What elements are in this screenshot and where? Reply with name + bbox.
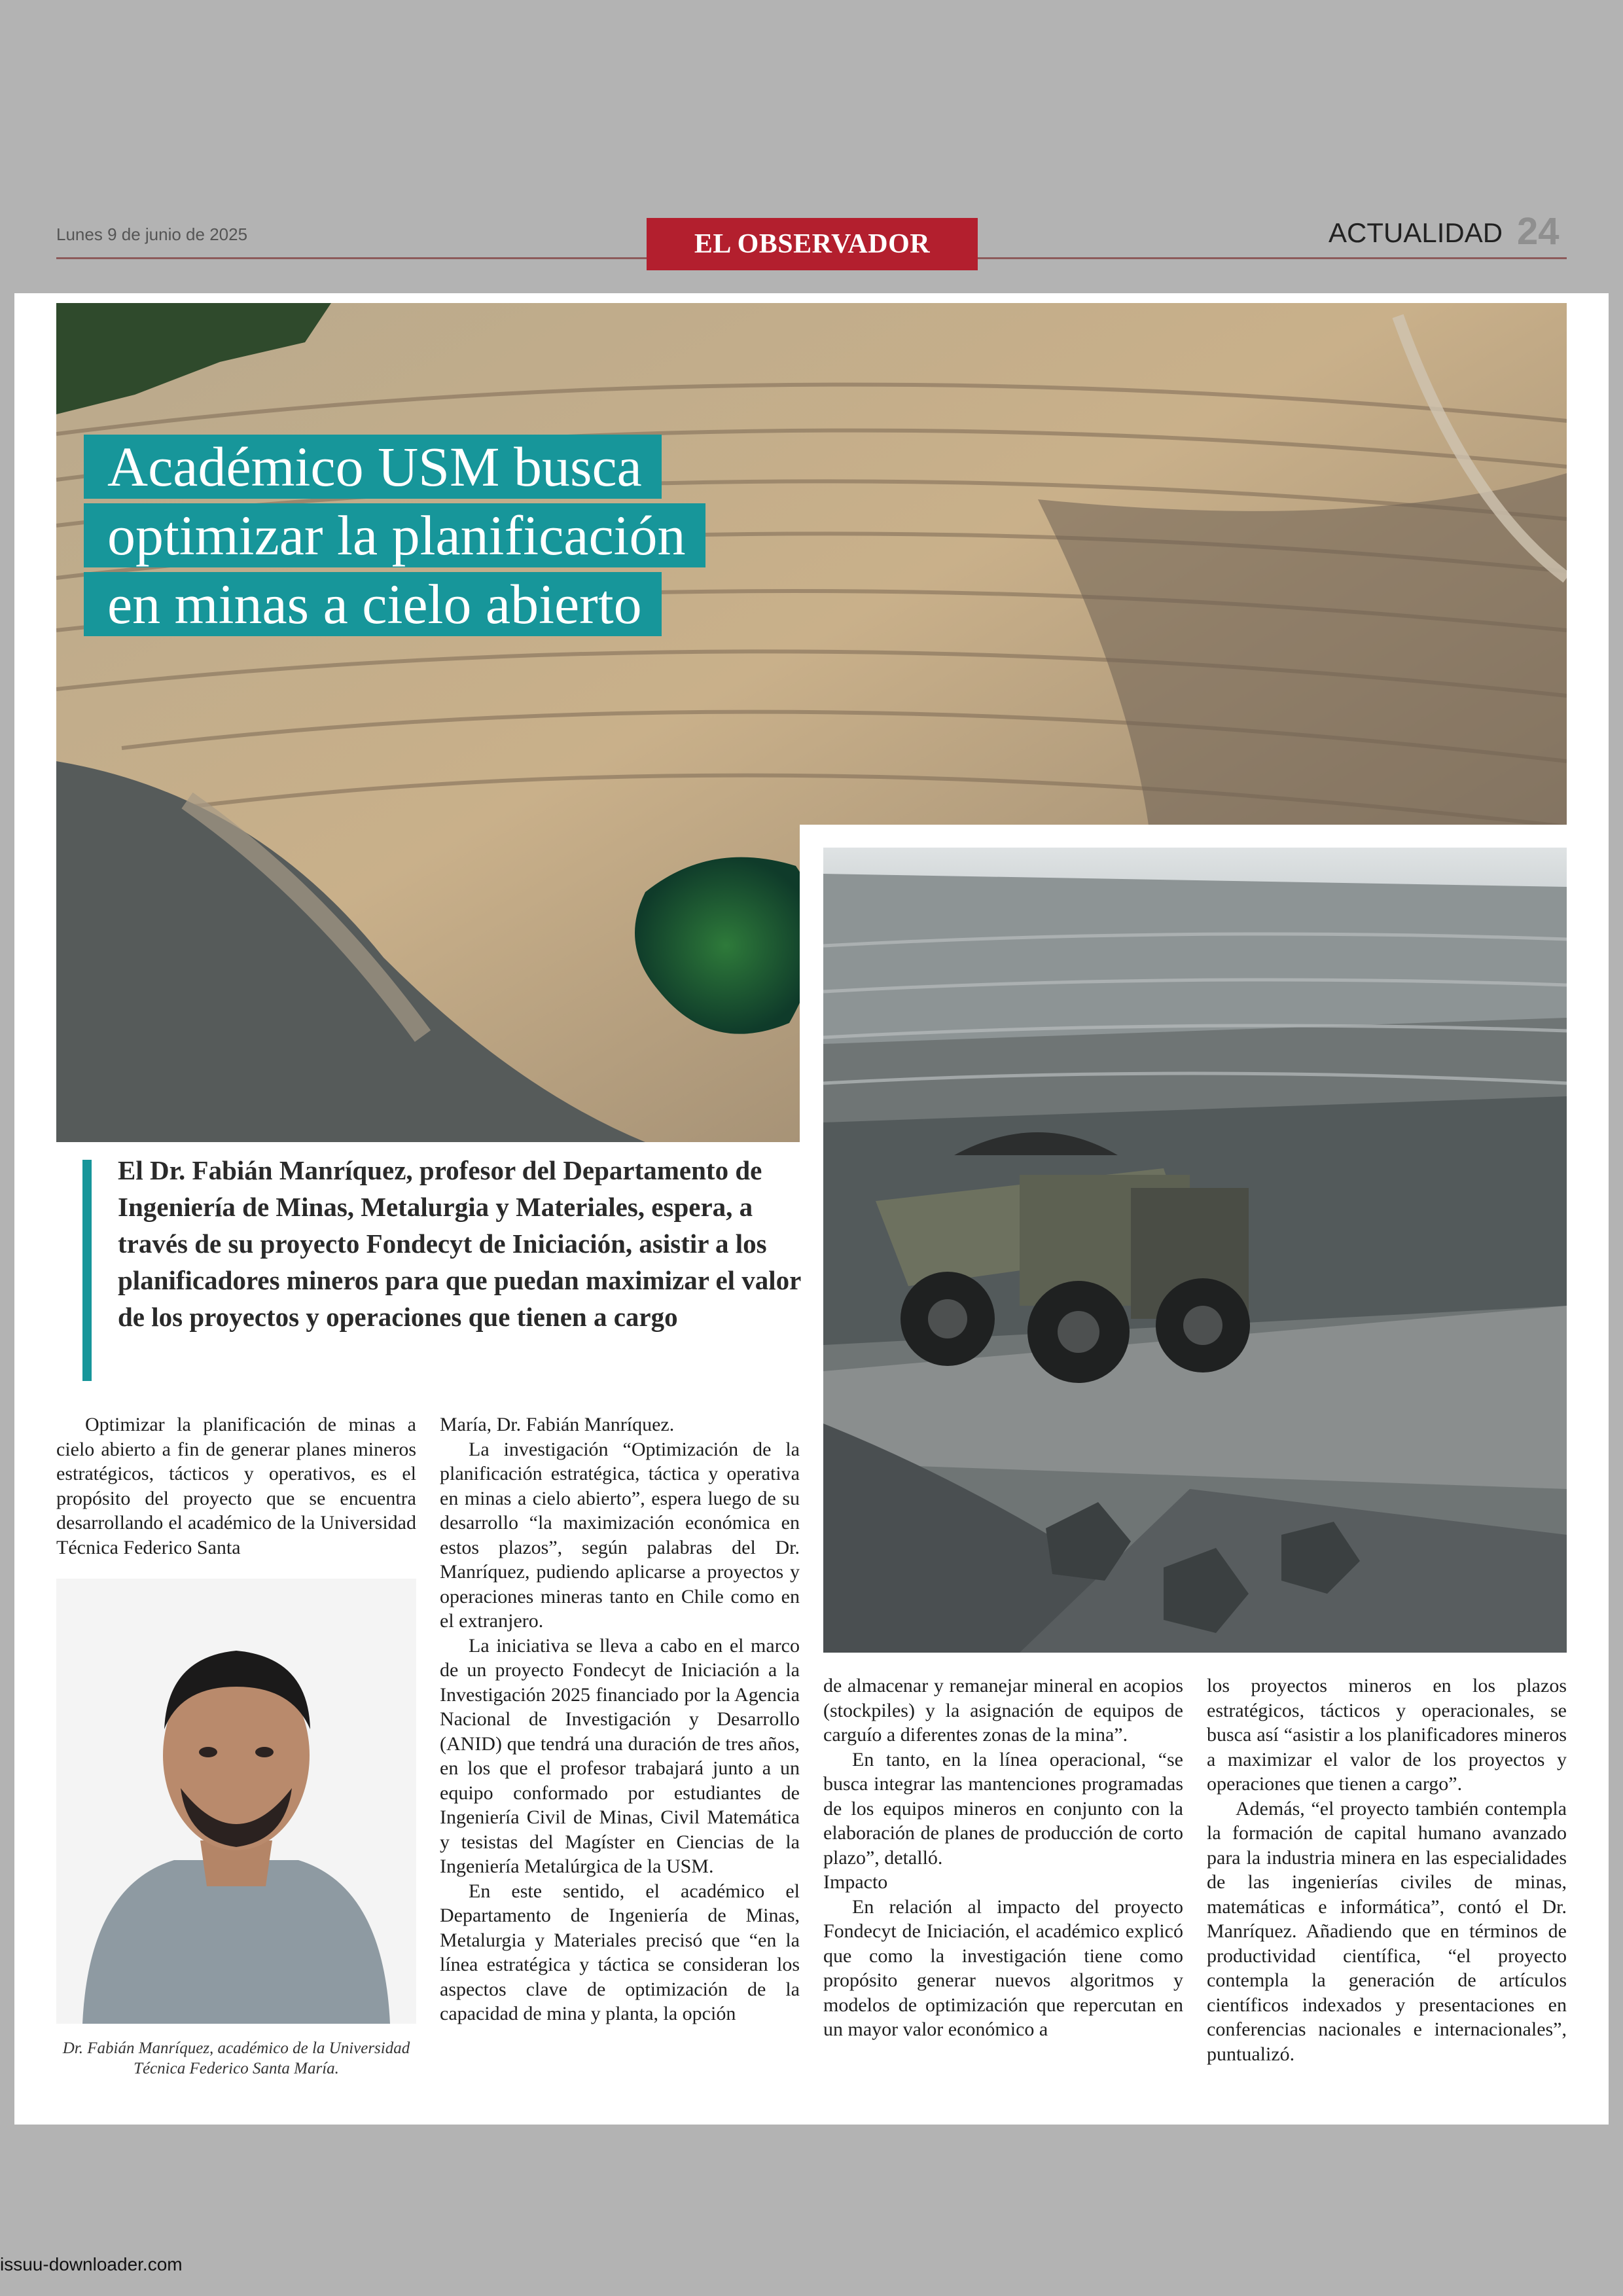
source-credit: issuu-downloader.com	[0, 2254, 183, 2274]
article-column-4	[1207, 1674, 1567, 2066]
paragraph: En tanto, en la línea operacional, “se busca integrar las mantenciones programadas de los equipos mineros en conjunto con la elaboración de planes de producción de corto plazo”, detalló.	[823, 1748, 1183, 1869]
mining-truck-photo	[823, 848, 1567, 1653]
lead-accent-bar	[82, 1160, 92, 1381]
issue-date: Lunes 9 de junio de 2025	[56, 224, 248, 244]
subheading: Impacto	[823, 1871, 888, 1893]
page-number: 24	[1517, 210, 1560, 253]
professor-portrait-photo	[56, 1579, 416, 2024]
paragraph: Optimizar la planificación de minas a cielo abierto a fin de generar planes mineros estratégicos, tácticos y operativos, es el propósito del proyecto que se encuentra desarrollando el académico de la Universidad Técnica Federico Santa	[56, 1414, 416, 1558]
newspaper-masthead: EL OBSERVADOR	[647, 218, 978, 270]
paragraph: La iniciativa se lleva a cabo en el marco de un proyecto Fondecyt de Iniciación a la Investigación 2025 financiado por la Agencia Nacional de Investigación y Desarrollo (ANID) que tendrá una duración de tres años, en los que el profesor trabajará junto a un equipo conformado por estudiantes de Ingeniería Civil de Minas, Civil Matemática y tesistas del Magíster en Ciencias de la Ingeniería Metalúrgica de la USM.	[440, 1634, 800, 1877]
photo-caption: Dr. Fabián Manríquez, académico de la Universidad Técnica Federico Santa María.	[62, 2039, 410, 2077]
paragraph: María, Dr. Fabián Manríquez.	[440, 1414, 675, 1435]
paragraph: de almacenar y remanejar mineral en acopios (stockpiles) y la asignación de equipos de carguío a diferentes zonas de la mina”.	[823, 1675, 1183, 1746]
paragraph: los proyectos mineros en los plazos estratégicos, tácticos y operacionales, se busca así “asistir a los planificadores mineros a maximizar el valor de los proyectos y operaciones que tienen a cargo”.	[1207, 1675, 1567, 1795]
paragraph: En este sentido, el académico el Departamento de Ingeniería de Minas, Metalurgia y Materiales precisó que “en la línea estratégica y táctica se consideran los aspectos clave de optimización de la capacidad de mina y planta, la opción	[440, 1880, 800, 2024]
article-column-2	[440, 1412, 800, 2026]
paragraph: En relación al impacto del proyecto Fondecyt de Iniciación, el académico explicó que como la investigación tiene como propósito generar nuevos algoritmos y modelos de optimización que repercutan en un mayor valor económico a	[823, 1895, 1183, 2040]
paragraph: Además, “el proyecto también contempla la formación de capital humano avanzado para la industria minera en las especialidades de las ingenierías civiles de minas, matemáticas e informática”, contó el Dr. Manríquez. Añadiendo que en términos de productividad científica, “el proyecto contempla la generación de artículos científicos indexados y presentaciones en conferencias nacionales e internacionales”, puntualizó.	[1207, 1797, 1567, 2065]
article-column-3	[823, 1674, 1183, 2042]
paragraph: La investigación “Optimización de la planificación estratégica, táctica y operativa en minas a cielo abierto”, espera luego de su desarrollo “la maximización económica en estos plazos”, según palabras del Dr. Manríquez, pudiendo aplicarse a proyectos y operaciones mineras tanto en Chile como en el extranjero.	[440, 1438, 800, 1632]
headline-line-1: Académico USM busca	[84, 435, 662, 499]
headline-line-3: en minas a cielo abierto	[84, 572, 662, 636]
headline-line-2: optimizar la planificación	[84, 503, 705, 567]
article-lead: El Dr. Fabián Manríquez, profesor del Departamento de Ingeniería de Minas, Metalurgia y Materiales, espera, a través de su proyecto Fondecyt de Iniciación, asistir a los planificadores mineros para que puedan maximizar el valor de los proyectos y operaciones que tienen a cargo	[118, 1155, 801, 1332]
article-column-1	[56, 1412, 416, 1560]
section-label: ACTUALIDAD	[1329, 217, 1503, 248]
